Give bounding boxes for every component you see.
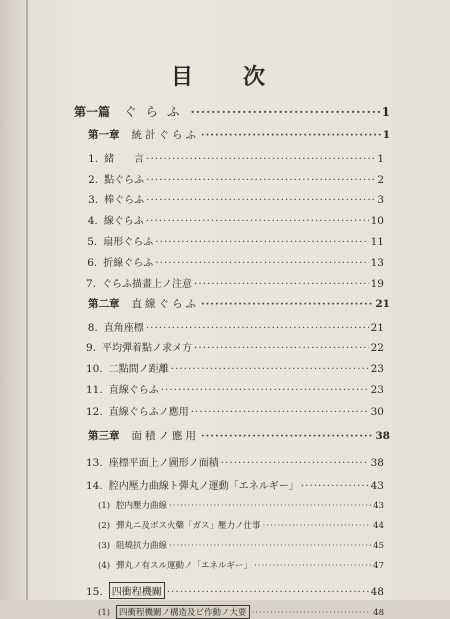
toc-entry-page-number: 48	[370, 586, 384, 598]
toc-entry-number: (3)	[98, 541, 111, 551]
toc-entry-number: (1)	[98, 608, 111, 618]
toc-entry-label: 棒ぐらふ	[104, 195, 145, 206]
toc-entry-chap	[88, 296, 390, 311]
toc-entry-number: 4.	[87, 215, 98, 227]
page-title: 目 次	[170, 65, 279, 90]
toc-entry-number: (2)	[98, 521, 111, 531]
toc-entry-chap	[88, 127, 390, 142]
toc-entry-page-number: 45	[373, 541, 384, 551]
toc-entry-label: 折線ぐらふ	[103, 258, 154, 269]
toc-entry-subitem	[98, 499, 384, 511]
dot-leader	[169, 541, 371, 551]
toc-entry-page-number: 1	[381, 105, 390, 119]
toc-entry-item	[86, 171, 384, 186]
toc-entry-page-number: 3	[377, 194, 384, 206]
toc-entry-number: 7.	[86, 278, 97, 290]
dot-leader	[221, 457, 369, 469]
toc-entry-page-number: 43	[373, 501, 384, 511]
dot-leader	[169, 501, 371, 511]
toc-entry-item	[86, 150, 384, 165]
dot-leader	[194, 342, 369, 354]
toc-entry-subtitle: ぐらふ	[124, 104, 189, 119]
toc-entry-number: (1)	[98, 501, 111, 511]
toc-entry-page-number: 22	[370, 342, 384, 354]
toc-entry-number: 12.	[86, 406, 103, 418]
toc-entry-number: 11.	[86, 384, 103, 396]
toc-entry-subtitle: 直線ぐらふ	[131, 298, 199, 310]
dot-leader	[155, 236, 368, 248]
toc-entry-item	[86, 360, 384, 375]
toc-entry-number: 2.	[88, 174, 99, 186]
toc-entry-page-number: 21	[375, 298, 390, 310]
toc-entry-page-number: 30	[370, 406, 384, 418]
toc-entry-item	[86, 254, 384, 269]
toc-entry-number: 5.	[87, 236, 98, 248]
toc-entry-label: 點ぐらふ	[104, 175, 145, 186]
toc-entry-item	[86, 275, 384, 290]
toc-entry-page-number: 38	[370, 457, 384, 469]
toc-entry-subitem	[98, 605, 384, 619]
toc-entry-label: 腔内壓力曲線	[116, 501, 168, 511]
toc-entry-number: 13.	[86, 457, 103, 469]
toc-entry-number: 15.	[86, 586, 103, 598]
toc-entry-label: 第一篇	[74, 105, 111, 119]
dot-leader	[161, 384, 369, 396]
toc-entry-subitem	[98, 519, 384, 531]
toc-entry-page-number: 10	[370, 215, 384, 227]
toc-entry-page-number: 21	[370, 322, 384, 334]
dot-leader	[194, 278, 369, 290]
toc-entry-number: 3.	[88, 194, 99, 206]
dot-leader	[146, 153, 375, 165]
toc-entry-label: 直線ぐらふ	[108, 385, 159, 396]
toc-entry-page-number: 23	[370, 363, 384, 375]
toc-entry-label: 座標平面上ノ圖形ノ面積	[108, 458, 219, 469]
toc-entry-item	[86, 582, 384, 599]
toc-entry-item	[86, 233, 384, 248]
toc-entry-label: 扇形ぐらふ	[103, 237, 154, 248]
toc-entry-page-number: 47	[373, 561, 384, 571]
dot-leader	[191, 406, 369, 418]
dot-leader	[155, 257, 368, 269]
toc-entry-item	[86, 477, 384, 492]
toc-entry-subitem	[98, 539, 384, 551]
toc-entry-label: 第二章	[88, 298, 120, 310]
toc-entry-page-number: 19	[370, 278, 384, 290]
toc-entry-item	[86, 454, 384, 469]
toc-entry-label: 平均彈着點ノ求メ方	[102, 343, 193, 354]
dot-leader	[252, 608, 372, 618]
toc-entry-number: 10.	[86, 363, 103, 375]
dot-leader	[201, 298, 373, 310]
toc-entry-label: 腔内壓力曲線ト彈丸ノ運動「エネルギー」	[108, 481, 299, 492]
dot-leader	[263, 521, 372, 531]
toc-entry-label: 第三章	[88, 430, 120, 442]
toc-entry-number: (4)	[98, 561, 111, 571]
dot-leader	[146, 194, 375, 206]
toc-entry-label: 阻燒抗力曲線	[116, 541, 168, 551]
toc-entry-label: 線ぐらふ	[103, 216, 144, 227]
toc-entry-page-number: 13	[370, 257, 384, 269]
toc-entry-label: 直角座標	[103, 323, 144, 334]
toc-entry-label: 彈丸ニ及ボス火藥「ガス」壓力ノ仕事	[116, 521, 261, 531]
toc-entry-subtitle: 統計ぐらふ	[131, 129, 199, 141]
dot-leader	[191, 105, 380, 119]
toc-entry-number: 1.	[88, 153, 99, 165]
toc-entry-page-number: 2	[377, 174, 384, 186]
toc-entry-label: 二點間ノ距離	[108, 364, 169, 375]
toc-entry-label: 四衝程機關	[109, 582, 165, 599]
dot-leader	[301, 480, 369, 492]
toc-entry-number: 14.	[86, 480, 103, 492]
toc-entry-page-number: 43	[370, 480, 384, 492]
toc-entry-label: 直線ぐらふノ應用	[108, 407, 189, 418]
toc-entry-label: ぐらふ描畫上ノ注意	[102, 279, 193, 290]
toc-entry-label: 第一章	[88, 129, 120, 141]
dot-leader	[146, 215, 369, 227]
toc-entry-item	[86, 403, 384, 418]
toc-entry-page-number: 1	[382, 129, 390, 141]
dot-leader	[146, 322, 369, 334]
toc-entry-item	[86, 319, 384, 334]
toc-entry-item	[86, 381, 384, 396]
dot-leader	[254, 561, 371, 571]
toc-entry-part	[74, 102, 390, 120]
toc-entry-label: 彈丸ノ有スル運動ノ「エネルギー」	[116, 561, 253, 571]
toc-entry-item	[86, 339, 384, 354]
toc-entry-number: 9.	[86, 342, 97, 354]
toc-entry-page-number: 48	[373, 608, 384, 618]
toc-entry-chap	[88, 428, 390, 443]
dot-leader	[201, 129, 381, 141]
toc-entry-page-number: 23	[370, 384, 384, 396]
toc-entry-page-number: 38	[375, 430, 390, 442]
toc-entry-number: 8.	[87, 322, 98, 334]
toc-entry-label: 緒 言	[104, 154, 145, 165]
dot-leader	[146, 174, 375, 186]
toc-entry-item	[86, 191, 384, 206]
toc-entry-subtitle: 面積ノ應用	[131, 430, 199, 442]
toc-entry-item	[86, 212, 384, 227]
dot-leader	[201, 430, 373, 442]
dot-leader	[167, 586, 369, 598]
toc-entry-page-number: 11	[370, 236, 384, 248]
toc-entry-page-number: 44	[373, 521, 384, 531]
toc-entry-page-number: 1	[377, 153, 384, 165]
toc-entry-number: 6.	[87, 257, 98, 269]
dot-leader	[171, 363, 369, 375]
toc-entry-label: 四衝程機關ノ構造及ビ作動ノ大要	[116, 605, 250, 619]
toc-entry-subitem	[98, 559, 384, 571]
